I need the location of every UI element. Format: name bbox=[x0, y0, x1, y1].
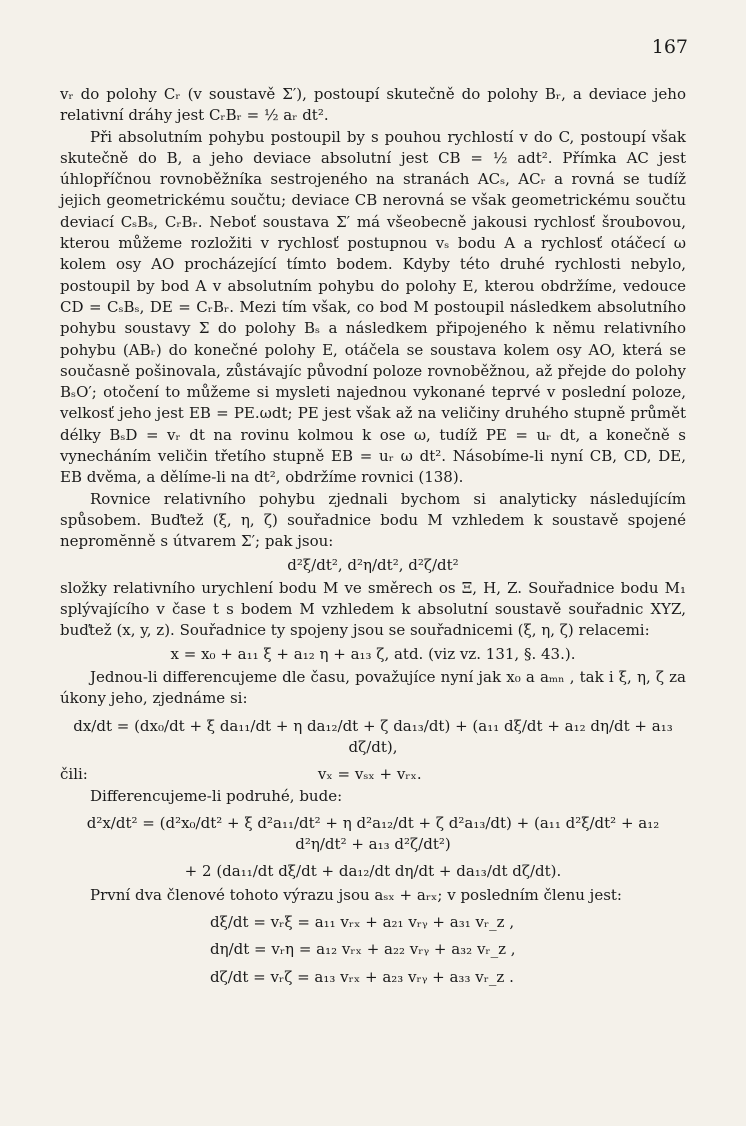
equation-last-2: dη/dt = vᵣη = a₁₂ vᵣₓ + a₂₂ vᵣᵧ + a₃₂ vᵣ_z , bbox=[210, 940, 516, 959]
equation-second-diff-b: + 2 (da₁₁/dt dξ/dt + da₁₂/dt dη/dt + da₁₃/dt dζ/dt). bbox=[184, 862, 562, 881]
equation-relation: x = x₀ + a₁₁ ξ + a₁₂ η + a₁₃ ζ, atd. (viz vz. 131, §. 43.). bbox=[170, 644, 576, 663]
equation-cili-row bbox=[60, 764, 686, 785]
equation-first-diff: dx/dt = (dx₀/dt + ξ da₁₁/dt + η da₁₂/dt + ζ da₁₃/dt) + (a₁₁ dξ/dt + a₁₂ dη/dt + a₁₃ dζ/dt), bbox=[73, 716, 673, 756]
eq-d2eta: d²η/dt², bbox=[347, 555, 409, 574]
paragraph-2: Při absolutním pohybu postoupil by s pouhou rychlostí v do C, postoupí však skutečně do B, a jeho deviace absolutní jest CB = ½ adt². Přímka AC jest úhlopříčnou rovnoběžníka sestrojeného na stranách ACₛ, ACᵣ a rovná se tudíž jejich geometrickému součtu; deviace CB nerovná se však geometrickému součtu deviací CₛBₛ, CᵣBᵣ. Neboť soustava Σ′ má všeobecně jakousi rychlosť šroubovou, kterou můžeme rozložiti v rychlosť postupnou vₛ bodu A a rychlosť otáčecí ω kolem osy AO procházející tímto bodem. Kdyby této druhé rychlosti nebylo, postoupil by bod A v absolutním pohybu do polohy E, kterou obdržíme, vedouce CD = CₛBₛ, DE = CᵣBᵣ. Mezi tím však, co bod M postoupil následkem absolutního pohybu soustavy Σ do polohy Bₛ a následkem připojeného k němu relativního pohybu (ABᵣ) do konečné polohy E, otáčela se soustava kolem osy AO, která se současně pošinovala, zůstávajíc původní poloze rovnoběžnou, až přejde do polohy BₛO′; otočení to můžeme si mysleti najednou vykonané teprvé v poslední poloze, velkosť jeho jest EB = PE.ωdt; PE jest však až na veličiny druhého stupně průmět délky BₛD = vᵣ dt na rovinu kolmou k ose ω, tudíž PE = uᵣ dt, a konečně s vynecháním veličin třetího stupně EB = uᵣ ω dt². Násobíme-li nyní CB, CD, DE, EB dvěma, a dělíme-li na dt², obdržíme rovnici (138). bbox=[60, 127, 686, 487]
paragraph-4: složky relativního urychlení bodu M ve směrech os Ξ, H, Z. Souřadnice bodu M₁ splývajícího v čase t s bodem M vzhledem k absolutní soustavě souřadnic XYZ, buďtež (x, y, z). Souřadnice ty spojeny jsou se souřadnicemi (ξ, η, ζ) relacemi: bbox=[60, 578, 686, 640]
paragraph-3: Rovnice relativního pohybu zjednali bychom si analyticky následujícím spůsobem. Buďtež (ξ, η, ζ) souřadnice bodu M vzhledem k soustavě spojené nepromĕnně s útvarem Σ′; pak jsou: bbox=[60, 489, 686, 551]
equation-second-derivatives bbox=[60, 555, 686, 576]
paragraph-7: První dva členové tohoto výrazu jsou aₛₓ + aᵣₓ; v posledním členu jest: bbox=[90, 885, 622, 904]
equation-last-3: dζ/dt = vᵣζ = a₁₃ vᵣₓ + a₂₃ vᵣᵧ + a₃₃ vᵣ_z . bbox=[210, 967, 514, 986]
equation-cili: vₓ = vₛₓ + vᵣₓ. bbox=[317, 765, 422, 784]
page-number: 167 bbox=[651, 36, 688, 58]
cili-label: čili: bbox=[60, 765, 88, 784]
paragraph-1: vᵣ do polohy Cᵣ (v soustavě Σ′), postoupí skutečně do polohy Bᵣ, a deviace jeho relativní dráhy jest CᵣBᵣ = ½ aᵣ dt². bbox=[60, 85, 686, 125]
paragraph-5: Jednou-li differencujeme dle času, považujíce nyní jak x₀ a aₘₙ , tak i ξ, η, ζ za úkony jeho, zjednáme si: bbox=[60, 668, 686, 708]
equation-last-1: dξ/dt = vᵣξ = a₁₁ vᵣₓ + a₂₁ vᵣᵧ + a₃₁ vᵣ_z , bbox=[210, 912, 515, 931]
page-body bbox=[60, 84, 686, 994]
eq-d2zeta: d²ζ/dt² bbox=[408, 555, 459, 574]
equation-second-diff-a: d²x/dt² = (d²x₀/dt² + ξ d²a₁₁/dt² + η d²a₁₂/dt + ζ d²a₁₃/dt) + (a₁₁ d²ξ/dt² + a₁₂ d²η/dt² + a₁₃ d²ζ/dt²) bbox=[86, 813, 660, 854]
eq-d2xi: d²ξ/dt², bbox=[287, 555, 348, 574]
paragraph-6: Differencujeme-li podruhé, bude: bbox=[90, 786, 343, 805]
